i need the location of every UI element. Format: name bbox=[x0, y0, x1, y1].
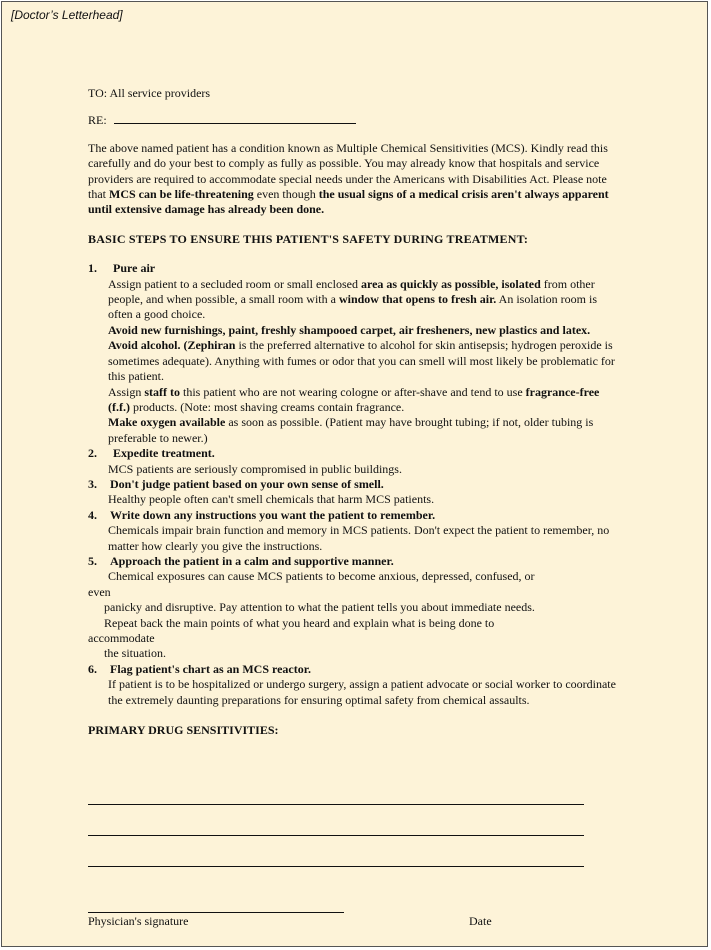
list-item: 4. Write down any instructions you want the patient to remember. Chemicals impair brain function and memory in MCS patients. Don't expect the patient to remember, no matter how clearly you give the instructions. bbox=[88, 507, 610, 553]
date-label: Date bbox=[469, 914, 492, 928]
steps-list bbox=[88, 261, 618, 708]
list-item: 6. Flag patient's chart as an MCS reactor. If patient is to be hospitalized or undergo surgery, assign a patient advocate or social worker to coordinate the extremely daunting preparations for ensuring optimal safety from chemical assaults. bbox=[88, 661, 616, 707]
re-line bbox=[88, 111, 618, 128]
letter-page bbox=[1, 1, 708, 947]
drug-sensitivity-line-2 bbox=[88, 835, 584, 836]
drug-sensitivity-line-3 bbox=[88, 866, 584, 867]
list-item: 2. Expedite treatment. MCS patients are seriously compromised in public buildings. bbox=[88, 446, 402, 476]
intro-paragraph: The above named patient has a condition known as Multiple Chemical Sensitivities (MCS). Kindly read this carefully and do your best to comply as fully as possible. You may already know that hospitals and service providers are required to accommodate special needs under the Americans with Disabilities Act. Please note that MCS can be life-threatening even though the usual signs of a medical crisis aren't always apparent until extensive damage has already been done. bbox=[88, 140, 609, 217]
list-item: 1. Pure air Assign patient to a secluded room or small enclosed area as quickly as possible, isolated from other people, and when possible, a small room with a window that opens to fresh air. An isolation room is often a good choice. Avoid new furnishings, paint, freshly shampooed carpet, air fresheners, new plastics and latex. Avoid alcohol. (Zephiran is the preferred alternative to alcohol for skin antisepsis; hydrogen peroxide is sometimes adequate). Anything with fumes or odor that you can smell will most likely be problematic for this patient. Assign staff to this patient who are not wearing cologne or after-shave and tend to use fragrance-free (f.f.) products. (Note: most shaving creams contain fragrance. Make oxygen available as soon as possible. (Patient may have brought tubing; if not, older tubing is preferable to newer.) bbox=[88, 261, 615, 445]
letter-body bbox=[88, 86, 618, 738]
re-label: RE: bbox=[88, 113, 107, 128]
signature-line bbox=[88, 912, 344, 913]
drug-sensitivity-line-1 bbox=[88, 804, 584, 805]
letterhead-placeholder: [Doctor’s Letterhead] bbox=[11, 8, 123, 22]
safety-steps-heading: BASIC STEPS TO ENSURE THIS PATIENT'S SAFETY DURING TREATMENT: bbox=[88, 231, 529, 246]
signature-label: Physician's signature bbox=[88, 914, 189, 928]
list-item: 5. Approach the patient in a calm and supportive manner. Chemical exposures can cause MCS patients to become anxious, depressed, confused, or even panicky and disruptive. Pay attention to what the patient tells you about immediate needs. Repeat back the main points of what you heard and explain what is being done to accommodate the situation. bbox=[88, 553, 535, 661]
to-line: TO: All service providers bbox=[88, 86, 211, 100]
re-blank-line bbox=[114, 111, 356, 124]
list-item: 3. Don't judge patient based on your own sense of smell. Healthy people often can't smell chemicals that harm MCS patients. bbox=[88, 476, 435, 507]
drug-sensitivities-heading: PRIMARY DRUG SENSITIVITIES: bbox=[88, 723, 279, 738]
